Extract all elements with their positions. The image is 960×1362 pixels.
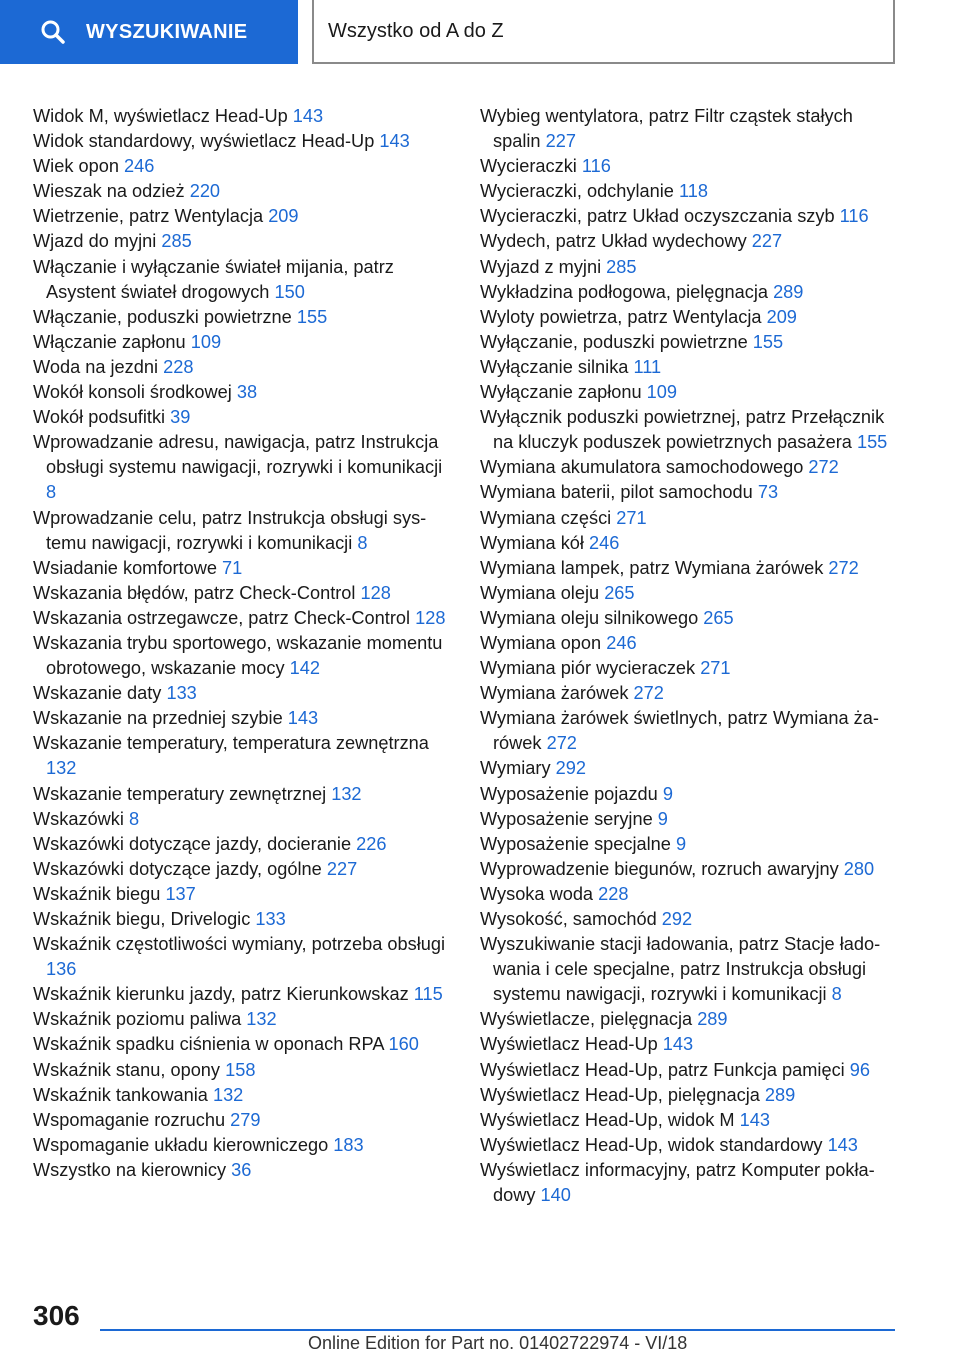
index-entry-page-link[interactable]: 265: [604, 582, 635, 603]
index-entry-text: Włączanie, poduszki powietrzne: [33, 306, 292, 327]
index-entry: [480, 455, 900, 480]
index-entry: [33, 1158, 453, 1183]
index-entry-text: Wymiana baterii, pilot samochodu: [480, 482, 753, 503]
index-entry: [480, 179, 900, 204]
index-entry-text: Wokół konsoli środkowej: [33, 382, 232, 403]
index-entry: [480, 932, 900, 1007]
index-entry-text: Wskazówki dotyczące jazdy, ogólne: [33, 858, 322, 879]
index-entry-page-link[interactable]: 140: [540, 1185, 571, 1206]
index-entry-text: Wskazówki: [33, 808, 124, 829]
index-entry-page-link[interactable]: 133: [255, 909, 286, 929]
index-entry-page-link[interactable]: 143: [739, 1109, 770, 1130]
index-entry-page-link[interactable]: 155: [296, 306, 328, 327]
index-entry-text: Wskazania ostrzegawcze, patrz Check-Control: [33, 607, 411, 628]
index-entry-text: Włączanie zapłonu: [33, 331, 186, 352]
index-entry-text: Wyposażenie specjalne: [480, 833, 671, 854]
index-entry: [480, 1007, 900, 1032]
search-button-label: WYSZUKIWANIE: [86, 20, 248, 43]
index-entry: [33, 1032, 453, 1057]
index-entry-page-link[interactable]: 209: [268, 206, 299, 227]
index-entry: [480, 531, 900, 556]
index-entry-page-link[interactable]: 116: [839, 206, 869, 227]
search-button[interactable]: [0, 0, 298, 64]
index-entry-page-link[interactable]: 265: [703, 607, 734, 628]
index-entry-text: Wskaźnik biegu: [33, 883, 161, 904]
search-icon: [40, 19, 66, 45]
index-entry-page-link[interactable]: 143: [292, 106, 324, 126]
index-entry-page-link[interactable]: 271: [616, 507, 647, 528]
index-entry-text: Wyłączanie, poduszki powietrzne: [480, 331, 748, 352]
section-title: Wszystko od A do Z: [328, 19, 504, 42]
index-entry-page-link[interactable]: 143: [662, 1034, 694, 1055]
index-entry-page-link[interactable]: 143: [827, 1134, 858, 1155]
index-entry: [480, 1032, 900, 1057]
index-entry: [33, 355, 453, 380]
index-entry-page-link[interactable]: 132: [331, 783, 362, 804]
index-entry: [480, 782, 900, 807]
index-entry: [33, 1108, 453, 1133]
index-entry-page-link[interactable]: 132: [212, 1084, 244, 1105]
index-entry: [33, 556, 453, 581]
index-entry-text: Wskazania błędów, patrz Check-Control: [33, 582, 356, 603]
index-entry-page-link[interactable]: 73: [757, 482, 779, 503]
index-entry-page-link[interactable]: 143: [287, 708, 319, 729]
index-entry: [480, 355, 900, 380]
index-entry: [33, 154, 453, 179]
index-entry: [480, 1108, 900, 1133]
index-entry-text: Wyłącznik poduszki powietrznej, patrz Przełącznik na kluczyk poduszek powietrznych pasażera: [480, 407, 885, 453]
index-entry: [480, 631, 900, 656]
index-entry-page-link[interactable]: 96: [849, 1059, 871, 1080]
index-entry: [480, 506, 900, 531]
index-entry-text: Wycieraczki: [480, 156, 577, 177]
index-entry: [480, 380, 900, 405]
index-entry-page-link[interactable]: 9: [675, 833, 687, 854]
index-entry: [33, 907, 453, 932]
index-entry: [33, 1133, 453, 1158]
index-entry-page-link[interactable]: 280: [843, 858, 875, 879]
index-entry: [33, 255, 453, 305]
index-entry-text: Wskaźnik kierunku jazdy, patrz Kierunkowskaz: [33, 984, 409, 1005]
index-entry-text: Wymiana oleju silnikowego: [480, 607, 699, 628]
index-entry: [33, 1058, 453, 1083]
index-entry: [480, 706, 900, 756]
index-entry-text: Wycieraczki, odchylanie: [480, 181, 674, 202]
index-entry-page-link[interactable]: 220: [189, 181, 221, 202]
index-entry-text: Wskaźnik spadku ciśnienia w oponach RPA: [33, 1034, 384, 1055]
section-title-box: [312, 0, 895, 64]
index-entry: [480, 405, 900, 455]
index-entry-page-link[interactable]: 9: [662, 783, 673, 804]
index-entry-text: Wspomaganie rozruchu: [33, 1109, 226, 1130]
index-entry-page-link[interactable]: 227: [326, 858, 358, 879]
index-entry-text: Widok M, wyświetlacz Head-Up: [33, 106, 288, 126]
index-entry-page-link[interactable]: 155: [856, 432, 888, 453]
index-entry-page-link[interactable]: 155: [752, 331, 784, 352]
index-entry-text: Wyloty powietrza, patrz Wentylacja: [480, 306, 762, 327]
index-entry-page-link[interactable]: 8: [46, 482, 57, 503]
index-entry-text: Wyprowadzenie biegunów, rozruch awaryjny: [480, 858, 839, 879]
index-entry-text: Wymiana żarówek: [480, 683, 629, 704]
index-entry: [33, 179, 453, 204]
index-entry: [480, 1083, 900, 1108]
index-entry: [480, 581, 900, 606]
index-entry: [480, 154, 900, 179]
index-entry: [33, 982, 453, 1007]
index-entry-text: Wiek opon: [33, 156, 119, 177]
index-entry-text: Wszystko na kierownicy: [33, 1159, 227, 1180]
index-entry-text: Widok standardowy, wyświetlacz Head-Up: [33, 131, 375, 152]
index-entry-text: Wskaźnik biegu, Drivelogic: [33, 909, 251, 929]
index-entry-page-link[interactable]: 36: [231, 1159, 252, 1180]
index-entry-text: Wymiana żarówek świetlnych, patrz Wymiana żarówek: [480, 708, 879, 754]
index-entry: [33, 882, 453, 907]
index-entry-text: Wymiana opon: [480, 632, 602, 653]
index-entry-page-link[interactable]: 109: [646, 382, 678, 403]
index-entry: [480, 229, 900, 254]
index-entry: [480, 1158, 900, 1208]
index-entry-text: Wskazania trybu sportowego, wskazanie momentu obrotowego, wskazanie mocy: [33, 632, 443, 679]
index-entry-text: Wymiana kół: [480, 532, 584, 553]
index-entry-text: Wprowadzanie celu, patrz Instrukcja obsługi systemu nawigacji, rozrywki i komunikacji: [33, 507, 427, 553]
index-entry-text: Wyszukiwanie stacji ładowania, patrz Stacje ładowania i cele specjalne, patrz Instrukcja obsługi systemu nawigacji, rozrywki i komunikacji: [480, 934, 881, 1005]
index-entry-text: Woda na jezdni: [33, 356, 159, 377]
index-entry-text: Wskazanie daty: [33, 683, 162, 704]
index-entry-text: Wskazanie temperatury zewnętrznej: [33, 783, 327, 804]
index-entry-page-link[interactable]: 228: [163, 356, 194, 377]
index-entry-page-link[interactable]: 227: [751, 231, 783, 252]
index-entry-text: Wyłączanie silnika: [480, 356, 629, 377]
index-entry-page-link[interactable]: 226: [356, 833, 387, 854]
index-entry-text: Wyświetlacze, pielęgnacja: [480, 1009, 693, 1030]
index-entry-text: Wybieg wentylatora, patrz Filtr cząstek stałych spalin: [480, 106, 853, 152]
index-entry-page-link[interactable]: 158: [225, 1059, 256, 1080]
index-entry-page-link[interactable]: 115: [413, 984, 443, 1005]
index-entry-page-link[interactable]: 109: [190, 331, 222, 352]
index-entry: [480, 681, 900, 706]
index-entry: [480, 882, 900, 907]
index-entry-text: Wyświetlacz informacyjny, patrz Komputer pokładowy: [480, 1159, 875, 1206]
index-entry-text: Wymiary: [480, 758, 551, 779]
index-entry-text: Wyświetlacz Head-Up, pielęgnacja: [480, 1084, 760, 1105]
index-entry: [480, 330, 900, 355]
index-entry: [33, 229, 453, 254]
index-entry-page-link[interactable]: 289: [773, 281, 804, 302]
index-entry-page-link[interactable]: 143: [379, 131, 410, 152]
index-entry: [480, 656, 900, 681]
index-entry-text: Wysoka woda: [480, 883, 594, 904]
index-entry: [33, 506, 453, 556]
index-entry: [480, 832, 900, 857]
index-entry-text: Wymiana lampek, patrz Wymiana żarówek: [480, 557, 824, 578]
index-entry: [33, 631, 453, 681]
index-entry-text: Wieszak na odzież: [33, 181, 185, 202]
index-entry-text: Wymiana oleju: [480, 582, 600, 603]
index-entry: [33, 104, 453, 129]
index-entry-page-link[interactable]: 9: [657, 808, 668, 829]
index-entry-text: Wyświetlacz Head-Up, patrz Funkcja pamięci: [480, 1059, 845, 1080]
index-entry: [33, 731, 453, 781]
index-entry-text: Wyświetlacz Head-Up: [480, 1034, 658, 1055]
index-entry: [480, 305, 900, 330]
index-entry-text: Wymiana piór wycieraczek: [480, 658, 696, 679]
index-entry: [33, 1007, 453, 1032]
index-entry-text: Wyświetlacz Head-Up, widok M: [480, 1109, 735, 1130]
index-entry-text: Włączanie i wyłączanie świateł mijania, patrz Asystent świateł drogowych: [33, 256, 394, 302]
index-entry-page-link[interactable]: 118: [678, 181, 708, 202]
index-entry-text: Wymiana akumulatora samochodowego: [480, 457, 804, 478]
index-entry-text: Wsiadanie komfortowe: [33, 557, 217, 578]
index-entry-text: Wyposażenie pojazdu: [480, 783, 658, 804]
index-entry: [480, 1058, 900, 1083]
index-entry: [33, 129, 453, 154]
index-entry-text: Wjazd do myjni: [33, 231, 157, 252]
index-entry: [480, 255, 900, 280]
index-entry: [480, 1133, 900, 1158]
index-entry-page-link[interactable]: 38: [236, 382, 258, 403]
index-entry-page-link[interactable]: 289: [764, 1084, 796, 1105]
index-entry-text: Wymiana części: [480, 507, 612, 528]
index-entry-page-link[interactable]: 133: [166, 683, 197, 704]
index-entry-page-link[interactable]: 292: [555, 758, 586, 779]
index-entry: [480, 280, 900, 305]
index-entry-page-link[interactable]: 272: [633, 683, 664, 704]
index-entry-page-link[interactable]: 272: [546, 733, 577, 754]
index-entry-page-link[interactable]: 8: [831, 984, 842, 1005]
index-entry: [33, 430, 453, 505]
index-entry: [33, 932, 453, 982]
index-entry-page-link[interactable]: 137: [165, 883, 196, 904]
footer-edition-text: Online Edition for Part no. 01402722974 - VI/18: [308, 1333, 688, 1353]
index-entry-text: Wyświetlacz Head-Up, widok standardowy: [480, 1134, 823, 1155]
index-entry: [33, 405, 453, 430]
index-entry-page-link[interactable]: 116: [581, 156, 611, 177]
index-entry: [33, 681, 453, 706]
index-entry-page-link[interactable]: 228: [598, 883, 629, 904]
index-entry: [480, 907, 900, 932]
index-entry-text: Wokół podsufitki: [33, 407, 166, 428]
index-entry: [33, 706, 453, 731]
index-entry-page-link[interactable]: 142: [289, 658, 320, 679]
index-entry-page-link[interactable]: 150: [274, 281, 305, 302]
index-entry: [33, 380, 453, 405]
index-entry-text: Wydech, patrz Układ wydechowy: [480, 231, 747, 252]
index-entry: [33, 606, 453, 631]
index-entry-text: Wprowadzanie adresu, nawigacja, patrz Instrukcja obsługi systemu nawigacji, rozrywki i komunikacji: [33, 432, 443, 478]
index-entry-page-link[interactable]: 128: [415, 607, 446, 628]
index-entry-text: Wskaźnik tankowania: [33, 1084, 208, 1105]
index-entry: [480, 756, 900, 781]
index-entry-page-link[interactable]: 271: [700, 658, 731, 679]
index-entry-text: Wykładzina podłogowa, pielęgnacja: [480, 281, 768, 302]
footer-divider: [100, 1329, 895, 1331]
index-entry-page-link[interactable]: 128: [360, 582, 391, 603]
index-entry-page-link[interactable]: 8: [129, 808, 140, 829]
index-entry-text: Wskaźnik poziomu paliwa: [33, 1009, 242, 1030]
index-entry-page-link[interactable]: 285: [161, 231, 192, 252]
index-entry: [480, 204, 900, 229]
index-entry: [33, 807, 453, 832]
index-entry: [33, 204, 453, 229]
index-entry-page-link[interactable]: 132: [246, 1009, 277, 1030]
index-entry-text: Wspomaganie układu kierowniczego: [33, 1134, 329, 1155]
index-entry: [33, 305, 453, 330]
index-entry-page-link[interactable]: 8: [357, 532, 368, 553]
index-entry: [480, 807, 900, 832]
index-entry: [33, 581, 453, 606]
index-entry-text: Wycieraczki, patrz Układ oczyszczania szyb: [480, 206, 835, 227]
index-entry-page-link[interactable]: 39: [170, 407, 191, 428]
index-entry-page-link[interactable]: 279: [230, 1109, 261, 1130]
index-column-left: [33, 104, 453, 1183]
index-entry: [33, 1083, 453, 1108]
index-entry-text: Wskazówki dotyczące jazdy, docieranie: [33, 833, 352, 854]
index-entry-page-link[interactable]: 272: [828, 557, 859, 578]
index-entry-text: Wietrzenie, patrz Wentylacja: [33, 206, 264, 227]
index-entry-page-link[interactable]: 111: [633, 356, 662, 377]
index-entry: [480, 606, 900, 631]
index-entry: [33, 857, 453, 882]
index-entry: [480, 857, 900, 882]
index-entry-text: Wysokość, samochód: [480, 909, 657, 929]
index-entry-page-link[interactable]: 285: [606, 256, 637, 277]
index-entry: [480, 480, 900, 505]
index-entry-page-link[interactable]: 272: [808, 457, 839, 478]
index-entry-page-link[interactable]: 246: [124, 156, 155, 177]
page-number: 306: [33, 1300, 80, 1331]
index-entry-page-link[interactable]: 160: [388, 1034, 419, 1055]
index-entry-page-link[interactable]: 132: [46, 758, 77, 779]
top-bar: [0, 0, 960, 66]
index-entry-text: Wskaźnik stanu, opony: [33, 1059, 221, 1080]
index-entry-text: Wyposażenie seryjne: [480, 808, 653, 829]
index-entry-text: Wyłączanie zapłonu: [480, 382, 642, 403]
index-entry: [33, 832, 453, 857]
index-entry-page-link[interactable]: 227: [545, 131, 576, 152]
index-entry: [33, 782, 453, 807]
index-entry-text: Wskaźnik częstotliwości wymiany, potrzeba obsługi: [33, 934, 446, 955]
index-entry-page-link[interactable]: 289: [697, 1009, 728, 1030]
index-entry-page-link[interactable]: 246: [589, 532, 620, 553]
index-entry-text: Wskazanie na przedniej szybie: [33, 708, 283, 729]
index-entry-page-link[interactable]: 183: [333, 1134, 364, 1155]
index-entry: [480, 556, 900, 581]
index-entry-page-link[interactable]: 136: [46, 959, 77, 980]
index-entry-page-link[interactable]: 246: [606, 632, 637, 653]
index-entry: [480, 104, 900, 154]
index-entry-text: Wskazanie temperatury, temperatura zewnętrzna: [33, 733, 429, 754]
index-entry-page-link[interactable]: 209: [766, 306, 797, 327]
index-entry-text: Wyjazd z myjni: [480, 256, 602, 277]
index-column-right: [480, 104, 900, 1208]
index-entry: [33, 330, 453, 355]
index-entry-page-link[interactable]: 292: [661, 909, 693, 929]
index-entry-page-link[interactable]: 71: [222, 557, 243, 578]
